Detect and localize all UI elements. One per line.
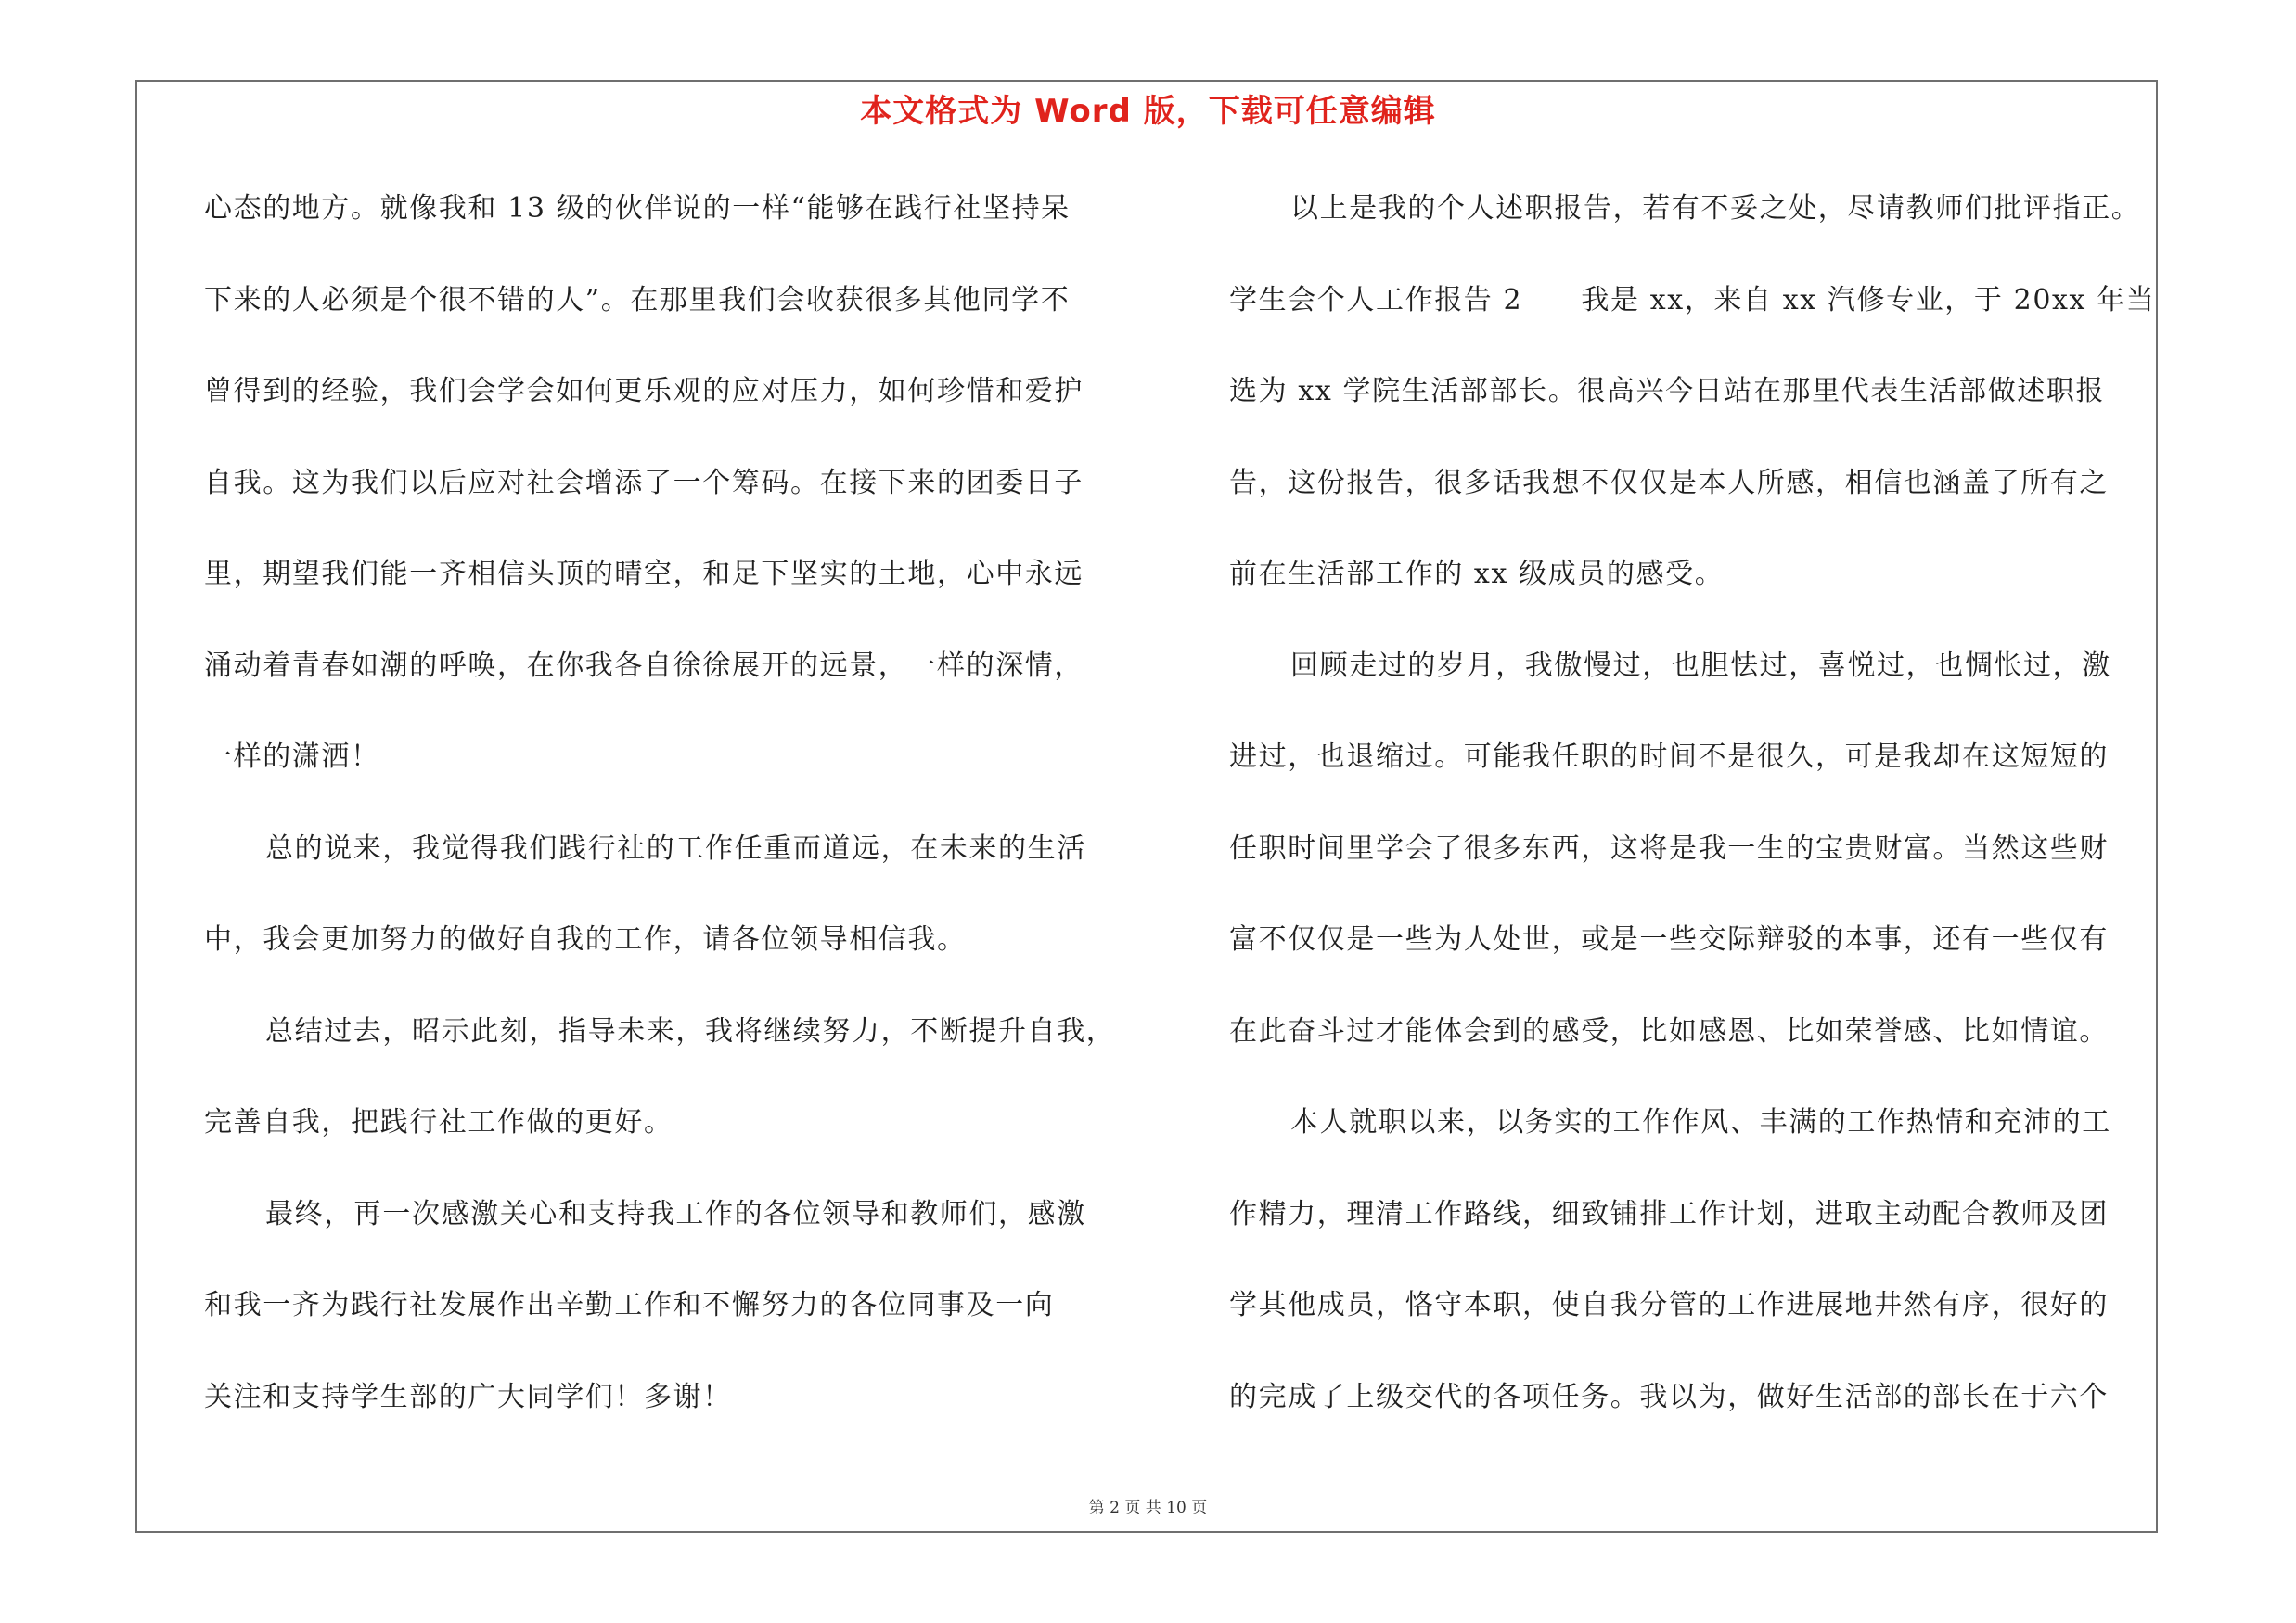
text-line: 进过，也退缩过。可能我任职的时间不是很久，可是我却在这短短的	[1229, 741, 2109, 773]
section-heading-line: 学生会个人工作报告 2 我是 xx，来自 xx 汽修专业，于 20xx 年当	[1229, 283, 2156, 316]
text-line: 任职时间里学会了很多东西，这将是我一生的宝贵财富。当然这些财	[1229, 831, 2109, 865]
text-line: 告，这份报告，很多话我想不仅仅是本人所感，相信也涵盖了所有之	[1229, 466, 2109, 499]
text-line: 下来的人必须是个很不错的人”。在那里我们会收获很多其他同学不	[204, 283, 1071, 316]
text-line: 一样的潇洒！	[204, 741, 380, 773]
text-line: 心态的地方。就像我和 13 级的伙伴说的一样“能够在践行社坚持呆	[204, 192, 1071, 225]
paragraph-start-line: 以上是我的个人述职报告，若有不妥之处，尽请教师们批评指正。	[1290, 192, 2141, 225]
right-text-column	[1229, 163, 2157, 1443]
text-line: 作精力，理清工作路线，细致铺排工作计划，进取主动配合教师及团	[1229, 1197, 2109, 1230]
text-line: 自我。这为我们以后应对社会增添了一个筹码。在接下来的团委日子	[204, 466, 1084, 499]
text-line: 富不仅仅是一些为人处世，或是一些交际辩驳的本事，还有一些仅有	[1229, 923, 2109, 956]
text-line: 完善自我，把践行社工作做的更好。	[204, 1106, 673, 1139]
text-line: 曾得到的经验，我们会学会如何更乐观的应对压力，如何珍惜和爱护	[204, 375, 1084, 407]
text-line: 里，期望我们能一齐相信头顶的晴空，和足下坚实的土地，心中永远	[204, 558, 1084, 590]
paragraph-start-line: 总结过去，昭示此刻，指导未来，我将继续努力，不断提升自我，	[265, 1014, 1116, 1048]
text-line: 和我一齐为践行社发展作出辛勤工作和不懈努力的各位同事及一向	[204, 1289, 1055, 1321]
text-line: 学其他成员，恪守本职，使自我分管的工作进展地井然有序，很好的	[1229, 1289, 2109, 1321]
paragraph-start-line: 回顾走过的岁月，我傲慢过，也胆怯过，喜悦过，也惆怅过，激	[1290, 649, 2111, 682]
text-line: 前在生活部工作的 xx 级成员的感受。	[1229, 558, 1725, 590]
text-line: 在此奋斗过才能体会到的感受，比如感恩、比如荣誉感、比如情谊。	[1229, 1014, 2109, 1048]
paragraph-start-line: 最终，再一次感激关心和支持我工作的各位领导和教师们，感激	[265, 1197, 1086, 1230]
paragraph-start-line: 本人就职以来，以务实的工作作风、丰满的工作热情和充沛的工	[1290, 1106, 2111, 1139]
text-line: 选为 xx 学院生活部部长。很高兴今日站在那里代表生活部做述职报	[1229, 375, 2106, 407]
left-text-column	[204, 163, 1132, 1443]
text-line: 的完成了上级交代的各项任务。我以为，做好生活部的部长在于六个	[1229, 1380, 2109, 1413]
paragraph-start-line: 总的说来，我觉得我们践行社的工作任重而道远，在未来的生活	[265, 831, 1086, 865]
page-number-footer: 第 2 页 共 10 页	[1088, 1499, 1208, 1517]
text-line: 中，我会更加努力的做好自我的工作，请各位领导相信我。	[204, 923, 967, 956]
text-line: 涌动着青春如潮的呼唤，在你我各自徐徐展开的远景，一样的深情，	[204, 649, 1084, 682]
text-line: 关注和支持学生部的广大同学们！多谢！	[204, 1380, 732, 1413]
document-header-banner: 本文格式为 Word 版，下载可任意编辑	[860, 93, 1436, 130]
